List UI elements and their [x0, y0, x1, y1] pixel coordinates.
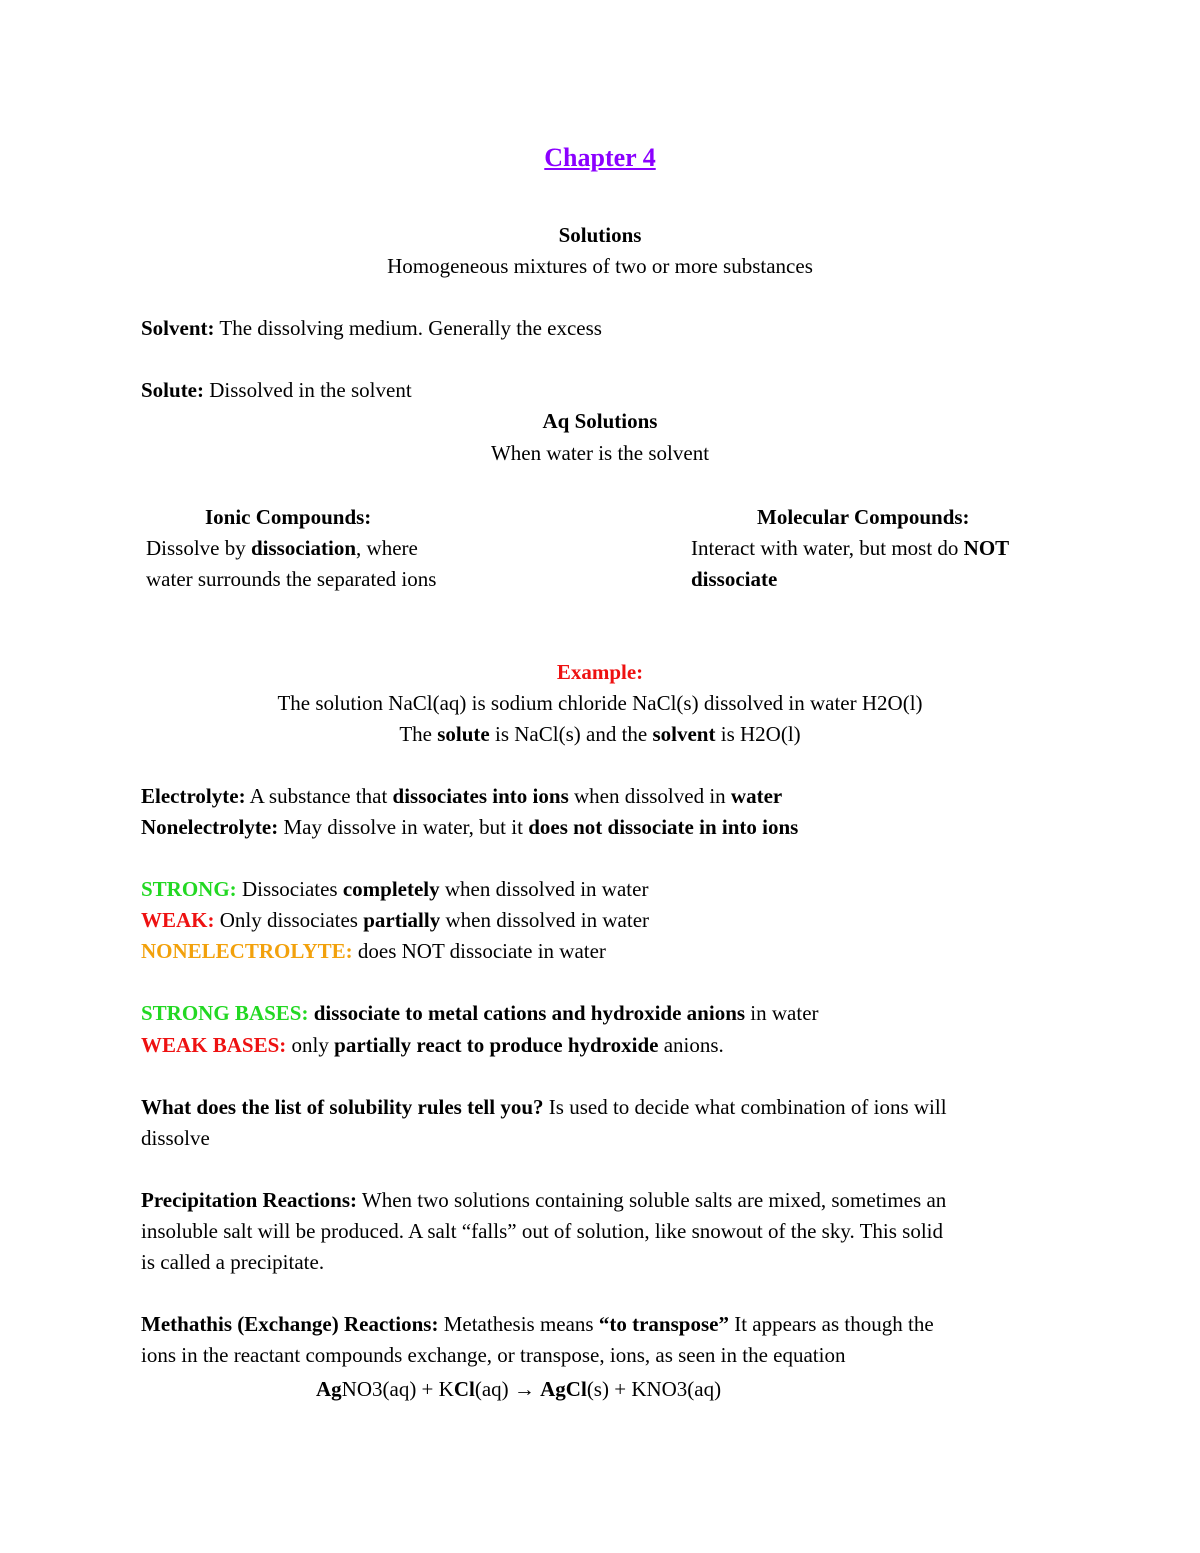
example-label: Example: — [556, 660, 644, 684]
electrolyte-definition: Electrolyte: A substance that dissociates into ions when dissolved in water — [141, 784, 783, 808]
solutions-definition: Homogeneous mixtures of two or more substances — [387, 254, 813, 278]
example-line2: The solute is NaCl(s) and the solvent is H2O(l) — [399, 722, 801, 746]
weak-electrolyte: WEAK: Only dissociates partially when dissolved in water — [141, 908, 650, 932]
precipitation-definition: Precipitation Reactions: When two solutions containing soluble salts are mixed, sometimes an — [141, 1188, 947, 1212]
strong-electrolyte: STRONG: Dissociates completely when dissolved in water — [141, 877, 649, 901]
precipitation-line2: insoluble salt will be produced. A salt “falls” out of solution, like snowout of the sky. This solid — [141, 1219, 944, 1243]
nonelectrolyte-definition: Nonelectrolyte: May dissolve in water, but it does not dissociate in into ions — [141, 815, 799, 839]
ionic-compounds-line1: Dissolve by dissociation, where — [146, 536, 418, 560]
molecular-compounds-heading: Molecular Compounds: — [757, 505, 970, 529]
page-title: Chapter 4 — [544, 143, 656, 172]
solutions-heading: Solutions — [558, 223, 642, 247]
solute-definition: Solute: Dissolved in the solvent — [141, 378, 412, 402]
solubility-answer-cont: dissolve — [141, 1126, 210, 1150]
metathesis-line2: ions in the reactant compounds exchange, or transpose, ions, as seen in the equation — [141, 1343, 846, 1367]
ionic-compounds-heading: Ionic Compounds: — [205, 505, 372, 529]
solvent-definition: Solvent: The dissolving medium. Generally the excess — [141, 316, 602, 340]
weak-bases: WEAK BASES: only partially react to produce hydroxide anions. — [141, 1033, 724, 1057]
molecular-compounds-line1: Interact with water, but most do NOT — [691, 536, 1010, 560]
molecular-compounds-line2: dissociate — [691, 567, 778, 591]
aq-solutions-definition: When water is the solvent — [490, 441, 710, 465]
ionic-compounds-line2: water surrounds the separated ions — [146, 567, 437, 591]
metathesis-equation: AgNO3(aq) + KCl(aq) → AgCl(s) + KNO3(aq) — [316, 1377, 722, 1401]
strong-bases: STRONG BASES: dissociate to metal cations and hydroxide anions in water — [141, 1001, 819, 1025]
example-line1: The solution NaCl(aq) is sodium chloride NaCl(s) dissolved in water H2O(l) — [277, 691, 923, 715]
solubility-question: What does the list of solubility rules tell you? Is used to decide what combination of ions will — [141, 1095, 947, 1119]
nonelectrolyte-item: NONELECTROLYTE: does NOT dissociate in water — [141, 939, 606, 963]
aq-solutions-heading: Aq Solutions — [542, 409, 658, 433]
precipitation-line3: is called a precipitate. — [141, 1250, 325, 1274]
metathesis-definition: Methathis (Exchange) Reactions: Metathesis means “to transpose” It appears as though the — [141, 1312, 934, 1336]
